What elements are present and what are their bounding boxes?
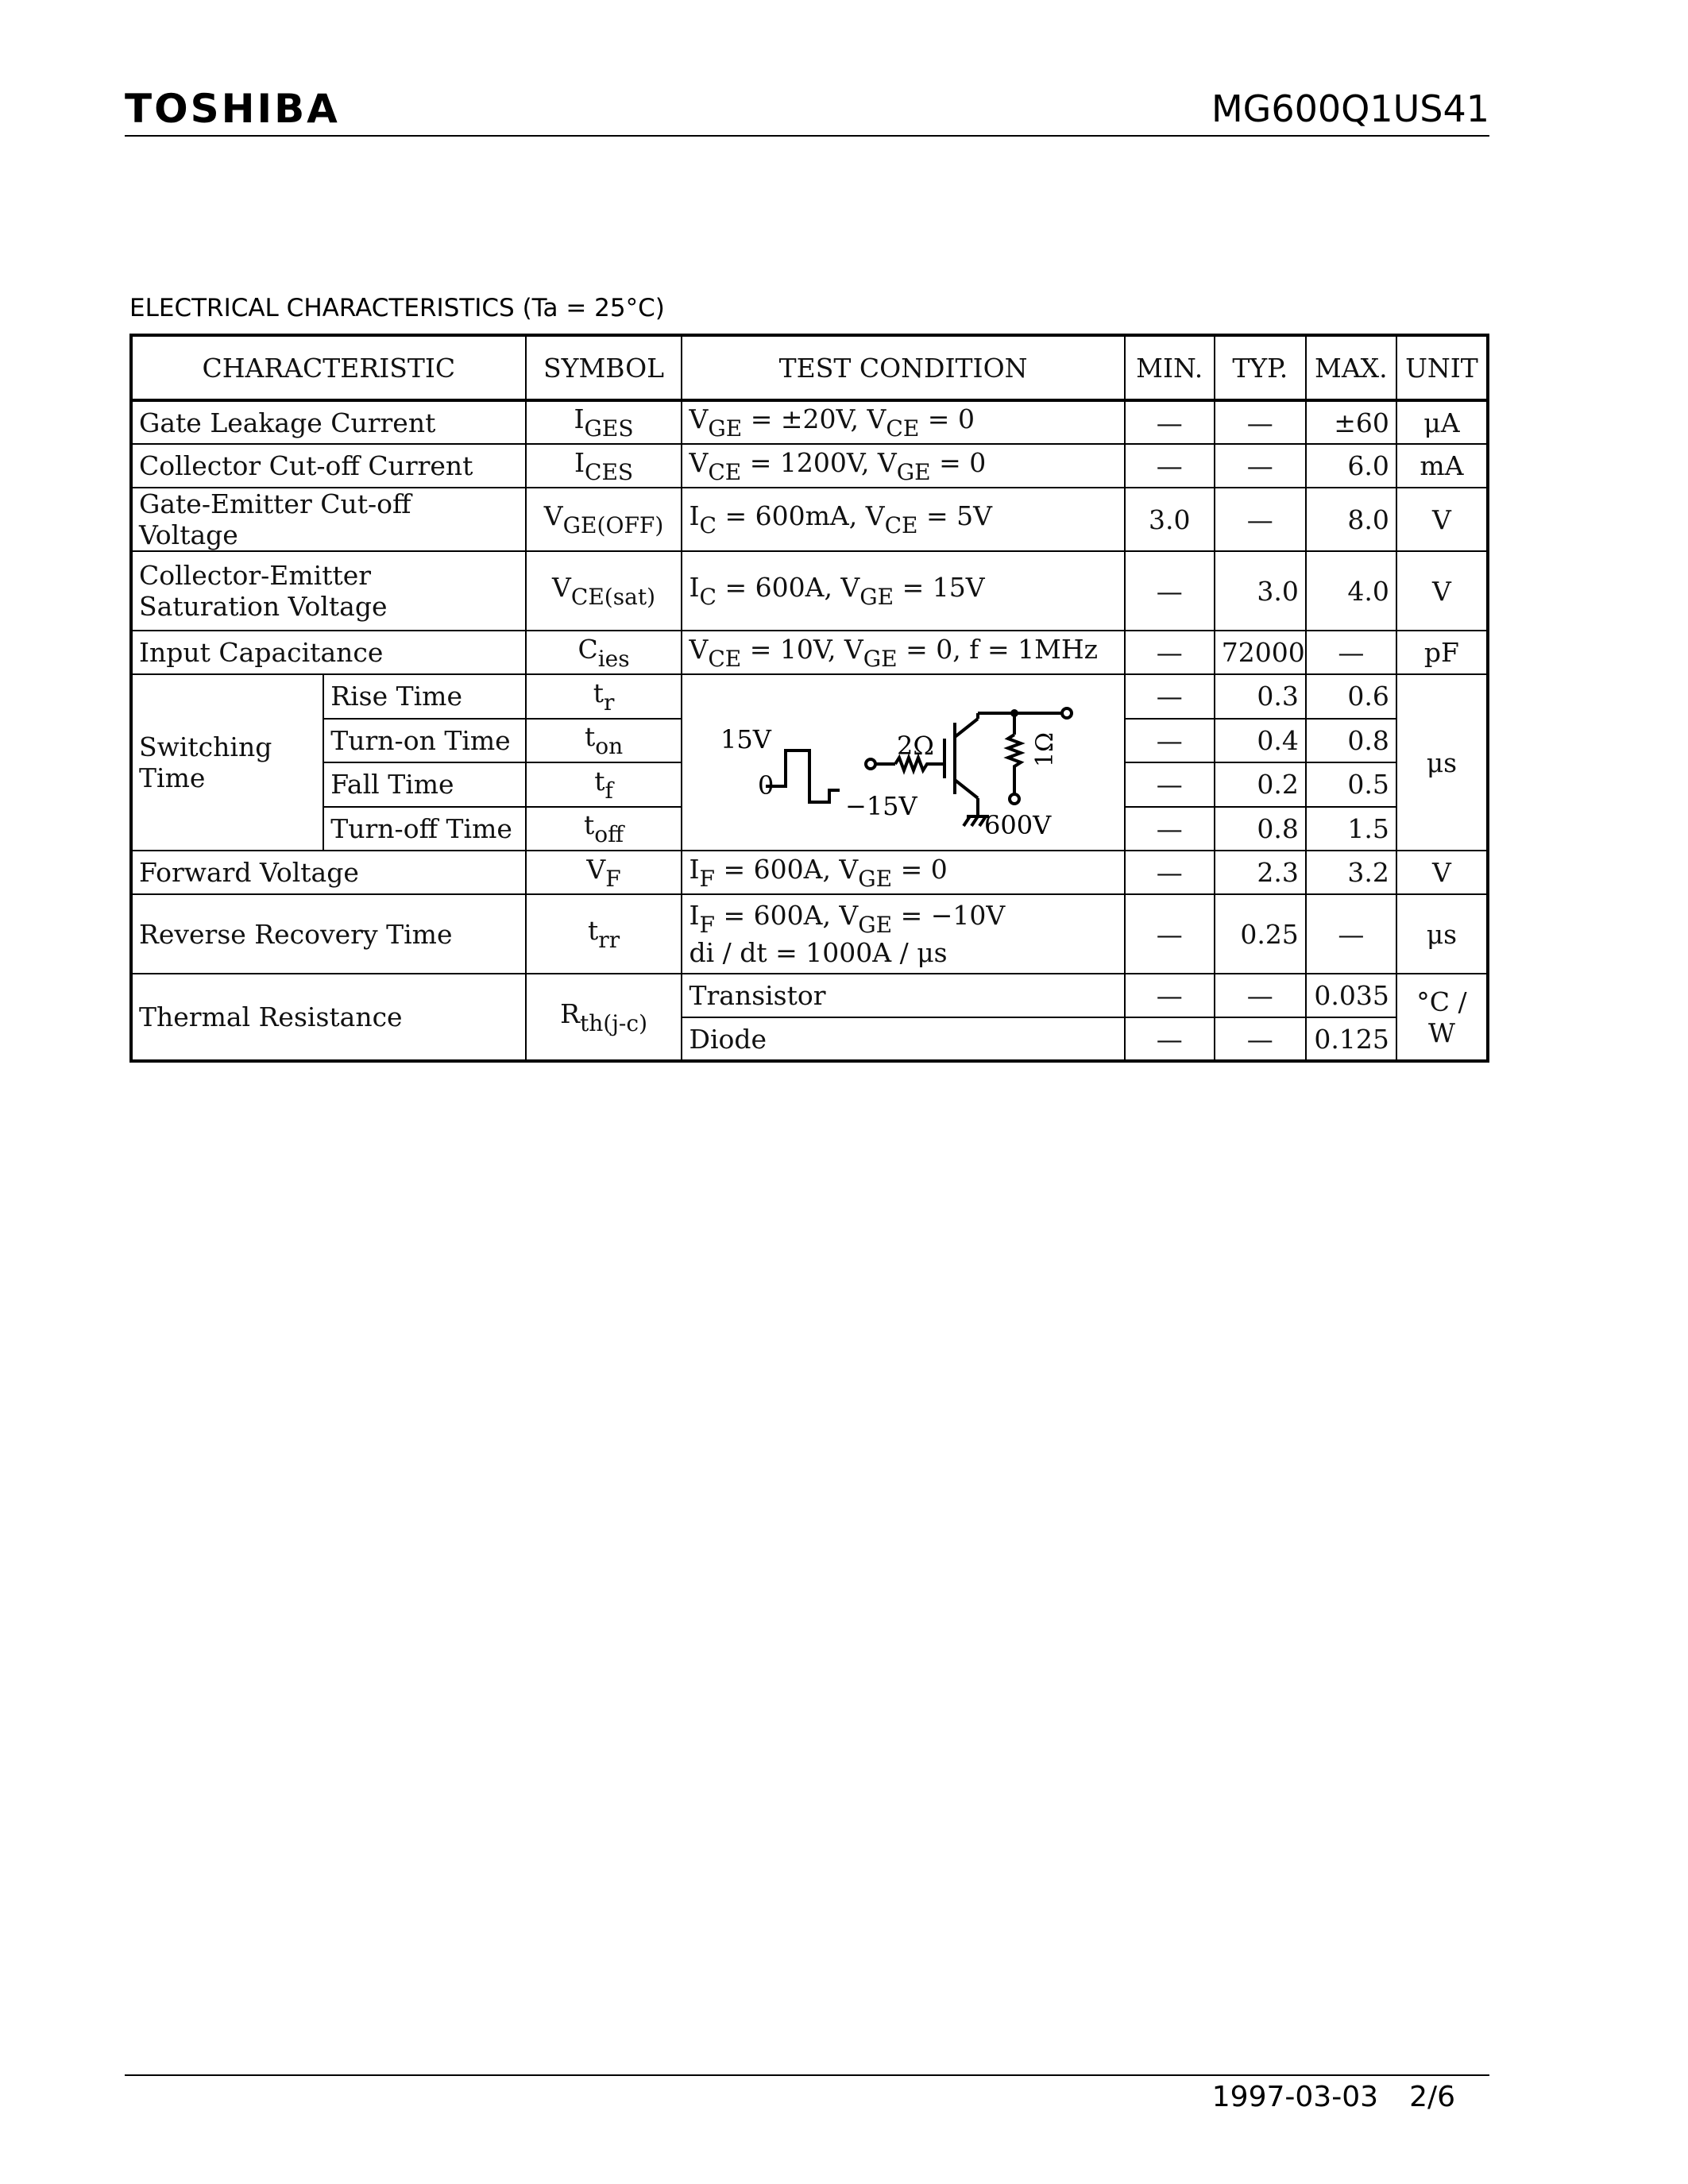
col-characteristic: CHARACTERISTIC — [131, 335, 526, 400]
part-number: MG600Q1US41 — [1211, 87, 1489, 130]
col-max: MAX. — [1306, 335, 1396, 400]
row-name: Reverse Recovery Time — [131, 894, 526, 974]
row-name: Collector Cut-off Current — [131, 444, 526, 488]
row-typ: — — [1215, 400, 1306, 444]
brand-logo: TOSHIBA — [125, 86, 340, 132]
row-name: Gate Leakage Current — [131, 400, 526, 444]
row-max: 3.2 — [1306, 851, 1396, 894]
row-symbol: $V_F$ — [526, 851, 682, 894]
row-condition: $I_F = 600A$, $V_{GE} = -10V$ di / dt = 1000A / μs — [682, 894, 1124, 974]
row-unit: mA — [1396, 444, 1488, 488]
row-symbol: $t_{off}$ — [526, 807, 682, 851]
row-name: Collector-Emitter Saturation Voltage — [131, 551, 526, 631]
row-max: 0.125 — [1306, 1017, 1396, 1061]
footer-date: 1997-03-03 — [1211, 2081, 1378, 2113]
row-typ: 72000 — [1215, 631, 1306, 674]
row-typ: 0.25 — [1215, 894, 1306, 974]
table-row — [131, 674, 1488, 719]
row-min: — — [1125, 894, 1215, 974]
row-condition: $I_F = 600A$, $V_{GE} = 0$ — [682, 851, 1124, 894]
row-condition: $V_{CE} = 10V$, $V_{GE} = 0$, f = 1MHz — [682, 631, 1124, 674]
table-row — [131, 974, 1488, 1017]
footer-rule — [125, 2074, 1489, 2076]
row-typ: — — [1215, 488, 1306, 551]
row-min: — — [1125, 974, 1215, 1017]
row-min: 3.0 — [1125, 488, 1215, 551]
row-condition: Diode — [682, 1017, 1124, 1061]
label-2ohm: 2Ω — [897, 731, 935, 761]
row-max: ±60 — [1306, 400, 1396, 444]
row-typ: 0.3 — [1215, 674, 1306, 719]
row-symbol: $C_{ies}$ — [526, 631, 682, 674]
header-row — [131, 335, 1488, 400]
row-max: 0.035 — [1306, 974, 1396, 1017]
label-minus-15v: −15V — [845, 791, 918, 821]
row-unit: pF — [1396, 631, 1488, 674]
test-circuit-diagram — [682, 675, 1121, 850]
row-max: 8.0 — [1306, 488, 1396, 551]
row-typ: — — [1215, 974, 1306, 1017]
row-max: 6.0 — [1306, 444, 1396, 488]
row-min: — — [1125, 400, 1215, 444]
row-typ: 0.8 — [1215, 807, 1306, 851]
load-resistor — [1008, 735, 1021, 794]
row-symbol: $I_{GES}$ — [526, 400, 682, 444]
row-min: — — [1125, 762, 1215, 807]
footer-page-number: 2/6 — [1409, 2081, 1455, 2113]
switching-unit: μs — [1396, 674, 1488, 851]
row-unit: μA — [1396, 400, 1488, 444]
row-min: — — [1125, 1017, 1215, 1061]
col-test-condition: TEST CONDITION — [682, 335, 1124, 400]
section-title: ELECTRICAL CHARACTERISTICS (Ta = 25°C) — [129, 294, 665, 322]
row-unit: V — [1396, 488, 1488, 551]
row-symbol: $t_f$ — [526, 762, 682, 807]
row-max: 1.5 — [1306, 807, 1396, 851]
row-unit: °C / W — [1396, 974, 1488, 1061]
gate-pulse-waveform — [766, 751, 840, 802]
row-max: — — [1306, 631, 1396, 674]
row-typ: 2.3 — [1215, 851, 1306, 894]
col-min: MIN. — [1125, 335, 1215, 400]
row-name: Forward Voltage — [131, 851, 526, 894]
row-max: 0.6 — [1306, 674, 1396, 719]
row-max: — — [1306, 894, 1396, 974]
supply-terminal — [1010, 794, 1019, 804]
row-max: 0.8 — [1306, 719, 1396, 763]
table-row — [131, 631, 1488, 674]
row-typ: — — [1215, 444, 1306, 488]
row-condition: Transistor — [682, 974, 1124, 1017]
row-symbol: $t_{on}$ — [526, 719, 682, 763]
row-min: — — [1125, 444, 1215, 488]
row-min: — — [1125, 674, 1215, 719]
table-row — [131, 400, 1488, 444]
row-symbol: $I_{CES}$ — [526, 444, 682, 488]
header-rule — [125, 135, 1489, 137]
table-row — [131, 488, 1488, 551]
row-symbol: $t_r$ — [526, 674, 682, 719]
electrical-characteristics-table — [129, 334, 1489, 1063]
row-unit: μs — [1396, 894, 1488, 974]
row-name: Turn-off Time — [323, 807, 525, 851]
row-min: — — [1125, 719, 1215, 763]
row-symbol: $V_{CE(sat)}$ — [526, 551, 682, 631]
row-name: Turn-on Time — [323, 719, 525, 763]
row-min: — — [1125, 551, 1215, 631]
row-name: Thermal Resistance — [131, 974, 526, 1061]
row-condition: $V_{CE} = 1200V$, $V_{GE} = 0$ — [682, 444, 1124, 488]
row-condition: $V_{GE} = \pm 20V$, $V_{CE} = 0$ — [682, 400, 1124, 444]
col-symbol: SYMBOL — [526, 335, 682, 400]
label-0: 0 — [758, 770, 774, 801]
row-symbol: $t_{rr}$ — [526, 894, 682, 974]
row-unit: V — [1396, 551, 1488, 631]
row-min: — — [1125, 807, 1215, 851]
switching-group-label: Switching Time — [131, 674, 323, 851]
label-600v: 600V — [984, 810, 1052, 840]
gate-terminal — [866, 759, 875, 769]
label-1ohm: 1Ω — [1031, 732, 1060, 767]
row-min: — — [1125, 631, 1215, 674]
row-name: Fall Time — [323, 762, 525, 807]
col-unit: UNIT — [1396, 335, 1488, 400]
row-name: Gate-Emitter Cut-off Voltage — [131, 488, 526, 551]
row-min: — — [1125, 851, 1215, 894]
output-terminal — [1062, 708, 1072, 718]
row-symbol: $R_{th(j-c)}$ — [526, 974, 682, 1061]
table-row — [131, 894, 1488, 974]
row-max: 0.5 — [1306, 762, 1396, 807]
row-condition: $I_C = 600A$, $V_{GE} = 15V$ — [682, 551, 1124, 631]
row-condition: $I_C = 600mA$, $V_{CE} = 5V$ — [682, 488, 1124, 551]
label-15v: 15V — [720, 724, 772, 754]
table-row — [131, 551, 1488, 631]
row-symbol: $V_{GE(OFF)}$ — [526, 488, 682, 551]
row-typ: 0.4 — [1215, 719, 1306, 763]
junction-node — [1010, 709, 1018, 717]
row-max: 4.0 — [1306, 551, 1396, 631]
row-unit: V — [1396, 851, 1488, 894]
col-typ: TYP. — [1215, 335, 1306, 400]
row-typ: — — [1215, 1017, 1306, 1061]
table-row — [131, 851, 1488, 894]
switching-test-circuit — [682, 674, 1124, 851]
row-typ: 0.2 — [1215, 762, 1306, 807]
row-name: Rise Time — [323, 674, 525, 719]
table-row — [131, 444, 1488, 488]
row-typ: 3.0 — [1215, 551, 1306, 631]
row-name: Input Capacitance — [131, 631, 526, 674]
